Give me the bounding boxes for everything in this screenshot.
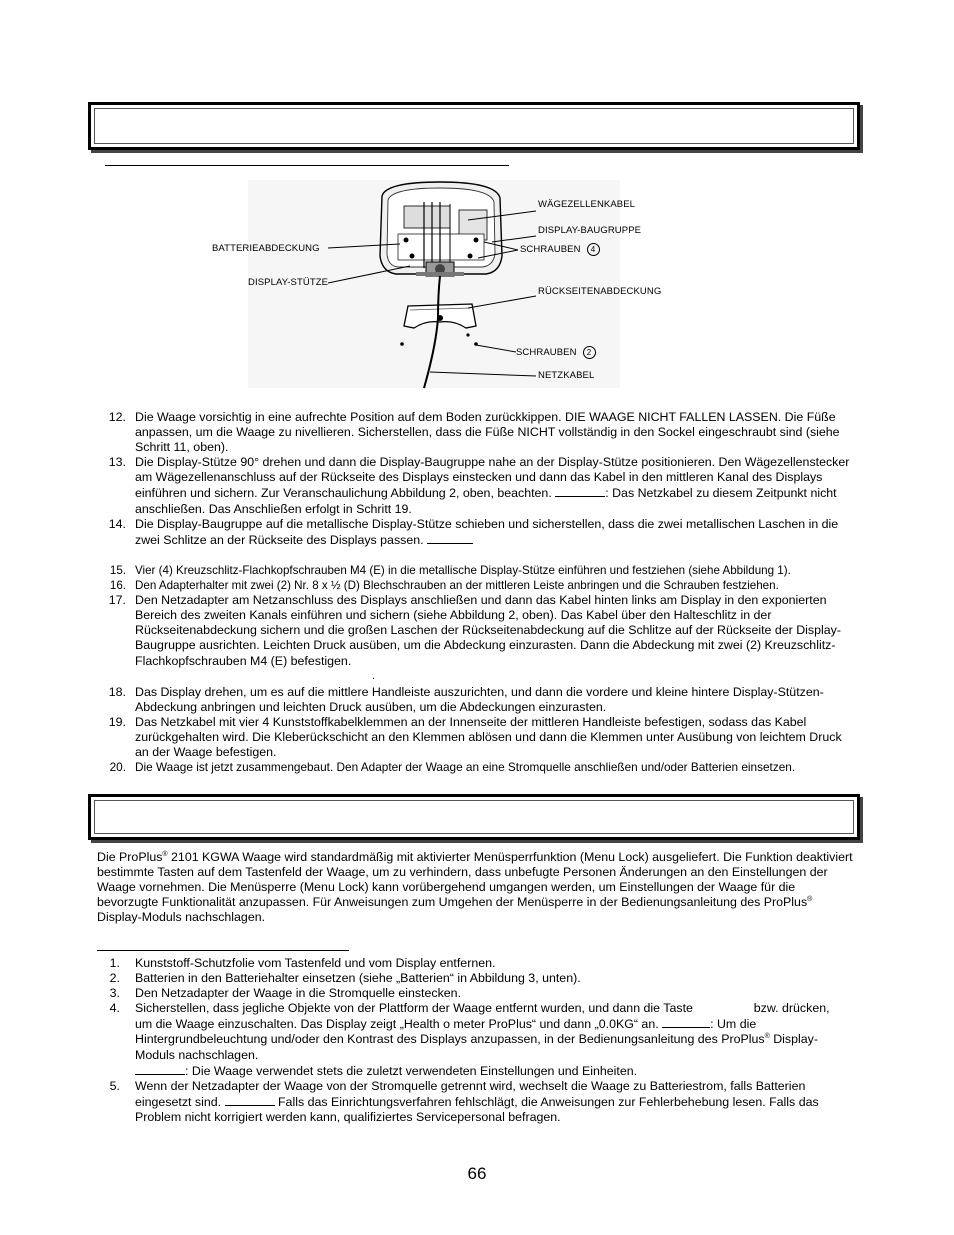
- callout-number-2: 2: [583, 346, 596, 359]
- section-header-box-1: [88, 102, 860, 150]
- subheading-underline-2: [97, 950, 349, 951]
- label-display-stuetze: DISPLAY-STÜTZE: [248, 277, 329, 288]
- setup-step-1: 1. Kunststoff-Schutzfolie vom Tastenfeld und vom Display entfernen.: [109, 956, 496, 970]
- schrauben-text: SCHRAUBEN: [516, 347, 577, 359]
- step-18: 18. Das Display drehen, um es auf die mittlere Handleiste auszurichten, und dann die vordere und kleine hintere Display-Stützen-Abdeckung anbringen und leichten Druck ausüben, um die Abdeckungen einzurasten.: [108, 685, 824, 715]
- blank-note-label: [225, 1094, 275, 1106]
- blank-note-label: [555, 485, 605, 497]
- label-batterieabdeckung: BATTERIEABDECKUNG: [212, 243, 320, 254]
- schrauben-text: SCHRAUBEN: [520, 244, 581, 256]
- callout-number-4: 4: [587, 243, 600, 256]
- menu-lock-intro: Die ProPlus® 2101 KGWA Waage wird standardmäßig mit aktivierter Menüsperrfunktion (Menu Lock) ausgeliefert. Die Funktion deaktiviert bestimmte Tasten auf dem Tastenfeld der Waage, um zu verhindern, dass unbefugte Personen Änderungen an den Einstellungen der Waage vornehmen. Die Menüsperre (Menu Lock) kann vorübergehend umgangen werden, um Einstellungen der Waage für die bevorzugte Funktionalität anzupassen. Für Anweisungen zum Umgehen der Menüsperre in der Bedienungsanleitung des ProPlus® Display-Moduls nachschlagen.: [97, 850, 853, 925]
- setup-steps: [104, 956, 834, 1125]
- step-16: 16. Den Adapterhalter mit zwei (2) Nr. 8 x ½ (D) Blechschrauben an der mittleren Leiste anbringen und die Schrauben festziehen.: [109, 579, 779, 593]
- label-netzkabel: NETZKABEL: [538, 370, 595, 381]
- step-20: 20. Die Waage ist jetzt zusammengebaut. Den Adapter der Waage an eine Stromquelle anschließen und/oder Batterien einsetzen.: [109, 760, 796, 775]
- blank-note-label: [662, 1016, 710, 1028]
- subheading-underline-1: [105, 165, 509, 166]
- step-14: 14. Die Display-Baugruppe auf die metallische Display-Stütze schieben und sicherstellen, dass die zwei metallischen Laschen in die zwei Schlitze an der Rückseite des Displays passen.: [108, 516, 839, 547]
- setup-step-5: 5. Wenn der Netzadapter der Waage von der Stromquelle getrennt wird, wechselt die Waage zu Batteriestrom, falls Batterien eingesetzt sind. Falls das Einrichtungsverfahren fehlschlägt, die Anweisungen zur Fehlerbehebung lesen. Falls das Problem nicht korrigiert werden kann, qualifiziertes Servicepersonal befragen.: [109, 1078, 819, 1124]
- label-schrauben-4: [520, 243, 600, 256]
- setup-step-2: 2. Batterien in den Batteriehalter einsetzen (siehe „Batterien“ in Abbildung 3, unten).: [109, 971, 581, 986]
- assembly-steps-18-20: [104, 685, 856, 776]
- step-13: 13. Die Display-Stütze 90° drehen und dann die Display-Baugruppe nahe an der Display-Stütze positionieren. Den Wägezellenstecker am Wägezellenanschluss auf der Rückseite des Displays einstecken und dann das Kabel in den mittleren Kanal des Displays einführen und sichern. Zur Veranschaulichung Abbildung 2, oben, beachten. : Das Netzkabel zu diesem Zeitpunkt nicht anschließen. Das Anschließen erfolgt in Schritt 19.: [108, 455, 850, 516]
- step-17: 17. Den Netzadapter am Netzanschluss des Displays anschließen und dann das Kabel hinten links am Display in den exponierten Bereich des zweiten Kanals einführen und sichern (siehe Abbildung 2, oben). Das Kabel über den Halteschlitz in der Rückseitenabdeckung sichern und die großen Laschen der Rückseitenabdeckung auf die Schlitze auf der Rückseite der Display-Baugruppe ausrichten. Leichten Druck ausüben, um die Abdeckung einzurasten. Dann die Abdeckung mit zwei (2) Kreuzschlitz-Flachkopfschrauben M4 (E) befestigen.: [108, 593, 841, 668]
- blank-note-label: [427, 532, 473, 544]
- assembly-steps-12-14: [104, 410, 856, 548]
- stray-dot: .: [372, 670, 376, 682]
- blank-note-label: [135, 1063, 185, 1075]
- label-waegezellenkabel: WÄGEZELLENKABEL: [538, 199, 636, 210]
- step-15: 15. Vier (4) Kreuzschlitz-Flachkopfschrauben M4 (E) in die metallische Display-Stütze einführen und festziehen (siehe Abbildung 1).: [109, 564, 791, 577]
- section-header-box-2: [88, 794, 860, 840]
- label-rueckseitenabdeckung: RÜCKSEITENABDECKUNG: [538, 286, 662, 297]
- label-display-baugruppe: DISPLAY-BAUGRUPPE: [538, 225, 642, 236]
- label-schrauben-2: [516, 346, 596, 359]
- step-19: 19. Das Netzkabel mit vier 4 Kunststoffkabelklemmen an der Innenseite der mittleren Handleiste befestigen, sodass das Kabel zurückgehalten wird. Die Kleberückschicht an den Klemmen ablösen und dann die Klemmen unter Ausübung von leichtem Druck an der Waage befestigen.: [108, 715, 842, 760]
- setup-step-3: 3. Den Netzadapter der Waage in die Stromquelle einstecken.: [109, 986, 462, 1001]
- setup-step-4: 4. Sicherstellen, dass jegliche Objekte von der Plattform der Waage entfernt wurden, und dann die Taste bzw. drücken, um die Waage einzuschalten. Das Display zeigt „Health o meter ProPlus“ und dann „0.0KG“ an. : Um die Hintergrundbeleuchtung und/oder den Kontrast des Displays anzupassen, in der Bedienungsanleitung des ProPlus® Display-Moduls nachschlagen. : Die Waage verwendet stets die zuletzt verwendeten Einstellungen und Einheiten.: [109, 1001, 830, 1078]
- assembly-steps-15-17: [104, 563, 856, 669]
- figure-display-assembly: [200, 176, 670, 392]
- step-12: 12. Die Waage vorsichtig in eine aufrechte Position auf dem Boden zurückkippen. DIE WAAGE NICHT FALLEN LASSEN. Die Füße anpassen, um die Waage zu nivellieren. Sicherstellen, dass die Füße NICHT vollständig in den Sockel eingeschraubt sind (siehe Schritt 11, oben).: [108, 410, 840, 455]
- page-number: 66: [467, 1164, 487, 1183]
